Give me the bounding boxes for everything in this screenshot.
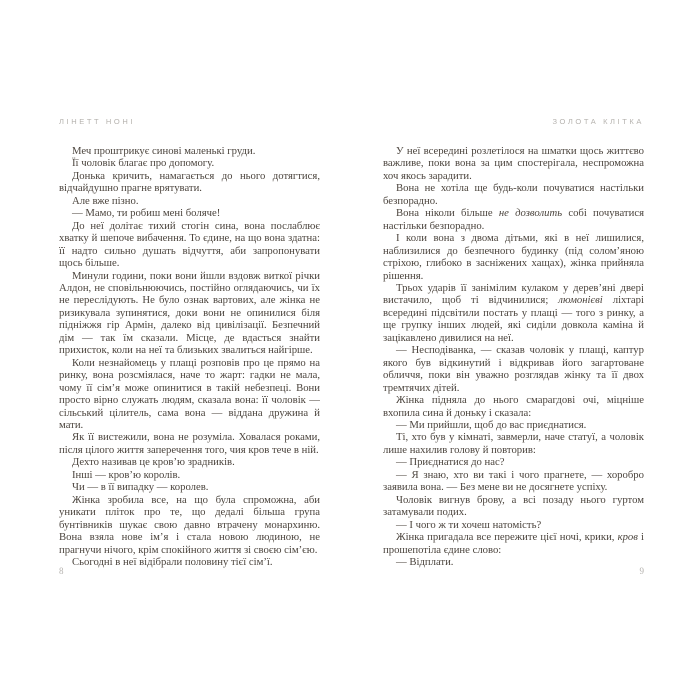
paragraph bbox=[59, 207, 320, 219]
text-segment: — Ми прийшли, щоб до вас приєднатися. bbox=[396, 418, 587, 431]
paragraph bbox=[383, 182, 644, 207]
text-segment-italic: люмонієві bbox=[558, 294, 603, 307]
paragraph bbox=[383, 282, 644, 344]
paragraph bbox=[383, 556, 644, 568]
paragraph bbox=[383, 207, 644, 232]
text-segment: Жінка зробила все, на що була спроможна, аби уникати пліток про те, що дедалі більша група бунтівників шукає свою давно втрачену монархиню. Вона взяла нове ім’я і стала новою людиною, не прагнучи нічого, крім спокійного життя зі своєю сім’єю. bbox=[59, 493, 320, 556]
page-body bbox=[59, 145, 320, 568]
paragraph bbox=[383, 419, 644, 431]
page-number: 9 bbox=[639, 566, 644, 576]
paragraph bbox=[59, 195, 320, 207]
text-segment: собі почуватися настільки безпорадно. bbox=[383, 207, 644, 232]
text-segment: Дехто називав це кров’ю зрадників. bbox=[72, 456, 235, 469]
text-segment: Меч проштрикує синові маленькі груди. bbox=[72, 145, 256, 157]
page-body bbox=[383, 145, 644, 568]
text-segment: Жінка підняла до нього смарагдові очі, міцніше вхопила сина й доньку і сказала: bbox=[383, 394, 644, 419]
text-segment: Коли незнайомець у плащі розповів про це прямо на ринку, вона розсміялася, наче то жарт: гадки не мала, чому її сім’я може опинитися в такій небезпеці. Вони просто вірно служать людям, сказала вона: її чоловік — сільський цілитель, сама вона — віддана дружина й мати. bbox=[59, 356, 320, 431]
text-segment: Інші — кров’ю королів. bbox=[72, 468, 181, 481]
page-number: 8 bbox=[59, 566, 64, 576]
paragraph bbox=[383, 394, 644, 419]
text-segment: Минули години, поки вони йшли вздовж виткої річки Алдон, не сповільнюючись, постійно оглядаючись, чи їх не переслідують. Не було ознак вартових, але жінка не ризикувала зупинятися, доки вони не опинилися біля підніжжя гір Армін, далеко від цивілізації. Безпечний дім — так їм сказали. Місце, де вдасться знайти прихисток, коли на неї та близьких звалиться найгірше. bbox=[59, 269, 320, 357]
text-segment: Ті, хто був у кімнаті, завмерли, наче статуї, а чоловік лише нахилив голову й повторив: bbox=[383, 431, 644, 456]
paragraph bbox=[383, 344, 644, 394]
paragraph bbox=[383, 469, 644, 494]
paragraph bbox=[59, 469, 320, 481]
text-segment: — І чого ж ти хочеш натомість? bbox=[396, 518, 542, 531]
paragraph bbox=[59, 481, 320, 493]
text-segment: — Я знаю, хто ви такі і чого прагнете, — хоробро заявила вона. — Без мене ви не досягнете успіху. bbox=[383, 468, 644, 494]
paragraph bbox=[59, 220, 320, 270]
text-segment: Її чоловік благає про допомогу. bbox=[72, 157, 215, 170]
text-segment: Жінка пригадала все пережите цієї ночі, крики, bbox=[396, 531, 618, 544]
paragraph bbox=[59, 270, 320, 357]
paragraph bbox=[383, 232, 644, 282]
text-segment: — Приєднатися до нас? bbox=[396, 456, 505, 469]
text-segment: Як її вистежили, вона не розуміла. Ховалася роками, після цілого життя заперечення того, чия кров тече в ній. bbox=[59, 431, 320, 456]
paragraph bbox=[383, 456, 644, 468]
text-segment: Трьох ударів її занімілим кулаком у дерев’яні двері вистачило, щоб ті відчинилися; bbox=[383, 281, 644, 307]
running-header-author: ЛІНЕТТ НОНІ bbox=[59, 117, 136, 126]
text-segment: Чоловік вигнув брову, а всі позаду нього гуртом затамували подих. bbox=[383, 493, 644, 519]
text-segment: У неї всередині розлетілося на шматки щось життєво важливе, поки вона за цим спостерігала, неспроможна хоч якось зарадити. bbox=[383, 145, 644, 182]
text-segment: І коли вона з двома дітьми, які в неї лишилися, наблизилися до безпечного будинку (під солом’яною стріхою, глибоко в засніжених хащах), жінка прийняла рішення. bbox=[383, 232, 644, 282]
paragraph bbox=[59, 357, 320, 432]
running-header-title: ЗОЛОТА КЛІТКА bbox=[552, 117, 644, 126]
paragraph bbox=[59, 456, 320, 468]
paragraph bbox=[383, 494, 644, 519]
text-segment: Вона не хотіла ще будь-коли почуватися настільки безпорадно. bbox=[383, 182, 644, 207]
page-left bbox=[59, 117, 320, 589]
text-segment: До неї долітає тихий стогін сина, вона послаблює хватку й шепоче вибачення. То єдине, на що вона здатна: її надто сильно душать відчуття, аби запропонувати щось більше. bbox=[59, 219, 320, 270]
paragraph bbox=[383, 145, 644, 182]
paragraph bbox=[59, 157, 320, 169]
text-segment-italic: кров bbox=[617, 531, 638, 544]
text-segment: Донька кричить, намагається до нього дотягтися, відчайдушно прагне врятувати. bbox=[59, 169, 320, 195]
text-segment: і прошепотіла єдине слово: bbox=[383, 531, 644, 556]
text-segment: Чи — в її випадку — королев. bbox=[72, 481, 209, 494]
text-segment: — Мамо, ти робиш мені боляче! bbox=[72, 207, 221, 220]
paragraph bbox=[59, 170, 320, 195]
paragraph bbox=[59, 556, 320, 568]
text-segment: Вона ніколи більше bbox=[396, 207, 499, 220]
paragraph bbox=[59, 494, 320, 556]
text-segment: Але вже пізно. bbox=[72, 194, 139, 207]
text-segment: ліхтарі всередині підсвітили постать у плащі — того з ринку, а ще групку інших людей, які сиділи довкола каміна й зацікавлено дивилися на неї. bbox=[383, 294, 644, 344]
paragraph bbox=[383, 531, 644, 556]
text-segment: Сьогодні в неї відібрали половину тієї сім’ї. bbox=[72, 555, 273, 568]
page-right bbox=[383, 117, 644, 589]
text-segment-italic: не дозволить bbox=[498, 207, 563, 220]
text-segment: — Несподіванка, — сказав чоловік у плащі, каптур якого був відкинутий і відкривав його загартоване обличчя, поки він уважно розглядав жінку та її двох тремтячих дітей. bbox=[383, 344, 644, 394]
paragraph bbox=[59, 145, 320, 157]
paragraph bbox=[59, 431, 320, 456]
text-segment: — Відплати. bbox=[396, 555, 454, 568]
paragraph bbox=[383, 431, 644, 456]
paragraph bbox=[383, 519, 644, 531]
